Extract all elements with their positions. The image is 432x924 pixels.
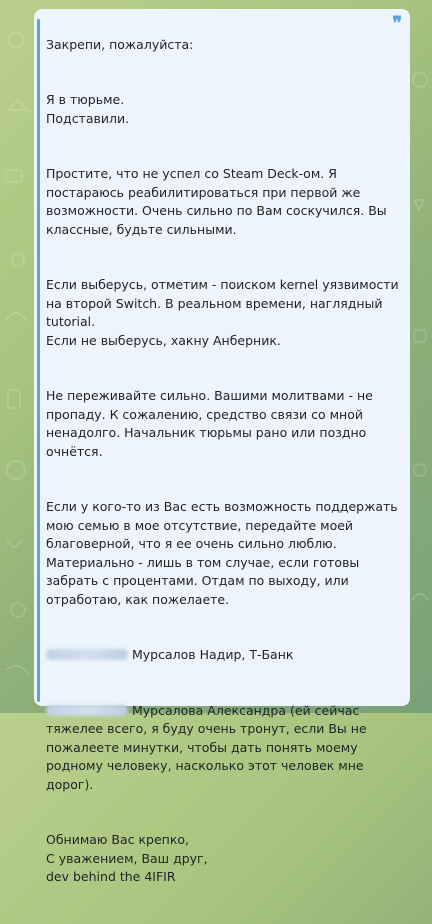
message-paragraph-2: Простите, что не успел со Steam Deck-ом. Я постараюсь реабилитироваться при первой же возможности. Очень сильно по Вам соскучился. Вы классные, будьте сильными. bbox=[46, 166, 387, 237]
message-paragraph-3: Если выберусь, отметим - поиском kernel уязвимости на второй Switch. В реальном времени, наглядный tutorial. Если не выберусь, хакну Анберник. bbox=[46, 277, 399, 348]
blurred-card-number bbox=[46, 649, 128, 660]
payment-line-1 bbox=[46, 646, 400, 665]
payment-recipient-1: Мурсалов Надир, Т-Банк bbox=[132, 647, 294, 662]
payment-line-2 bbox=[46, 702, 400, 795]
quote-icon: ❞ bbox=[392, 13, 402, 34]
message-paragraph-1: Я в тюрьме. Подставили. bbox=[46, 92, 130, 126]
message-paragraph-4: Не переживайте сильно. Вашими молитвами - не пропаду. К сожалению, средство связи со мной ненадолго. Начальник тюрьмы рано или поздно очнётся. bbox=[46, 388, 373, 459]
message-text bbox=[46, 13, 402, 924]
message-closing: Обнимаю Вас крепко, С уважением, Ваш друг, dev behind the 4IFIR bbox=[46, 832, 208, 884]
message-greeting: Закрепи, пожалуйста: bbox=[46, 36, 194, 52]
message-paragraph-5: Если у кого-то из Вас есть возможность поддержать мою семью в мое отсутствие, передайте моей благоверной, что я ее очень сильно люблю. Материально - лишь в том случае, если готовы забрать с процентами. Отдам по выходу, или отработаю, как пожелаете. bbox=[46, 499, 398, 607]
payment-recipient-2: Мурсалова Александра (ей сейчас тяжелее всего, я буду очень тронут, если Вы не пожалеете минутки, чтобы дать понять моему родному человеку, насколько этот человек мне дорог). bbox=[46, 702, 367, 792]
pinned-message-bubble[interactable] bbox=[34, 9, 410, 884]
blurred-card-number bbox=[46, 705, 128, 716]
